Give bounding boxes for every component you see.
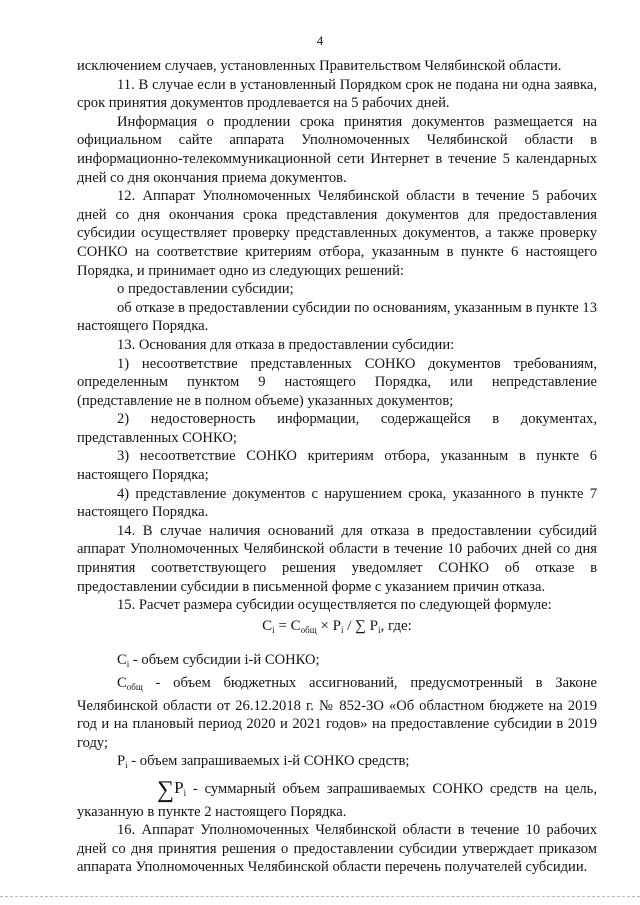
paragraph: 4) представление документов с нарушением срока, указанного в пункте 7 настоящего Порядка.: [77, 485, 597, 521]
paragraph: исключением случаев, установленных Правительством Челябинской области.: [77, 58, 562, 74]
page-number: 4: [316, 33, 324, 48]
paragraph: 3) несоответствие СОНКО критериям отбора, указанным в пункте 6 настоящего Порядка;: [77, 448, 597, 484]
paragraph: 1) несоответствие представленных СОНКО документов требованиям, определенным пунктом 9 настоящего Порядка, или непредставление (представление не в полном объеме) указанных документов;: [77, 355, 597, 409]
sigma-symbol: ∑: [157, 776, 175, 803]
paragraph: 11. В случае если в установленный Порядком срок не подана ни одна заявка, срок принятия документов продлевается на 5 рабочих дней.: [77, 76, 597, 112]
definition-ci: $C_i$ - объем субсидии i-й СОНКО;: [117, 652, 320, 670]
paragraph: 13. Основания для отказа в предоставлении субсидии:: [117, 336, 455, 353]
paragraph: 12. Аппарат Уполномоченных Челябинской области в течение 5 рабочих дней со дня окончания срока представления документов для предоставления субсидии осуществляет проверку представленных документов, а также проверку СОНКО на соответствие критериям отбора, указанным в пункте 6 настоящего Порядка, и принимает одно из следующих решений:: [77, 188, 597, 279]
document-body: [77, 57, 597, 877]
subsidy-formula: $C_i = C_{общ} \times P_i$ / ∑ $P_i$, где:: [262, 617, 412, 635]
definition-pi: $P_i$ - объем запрашиваемых i-й СОНКО средств;: [117, 753, 410, 771]
definition-sum: $\sum P_i$ - суммарный объем запрашиваемых СОНКО средств на цель, указанную в пункте 2 настоящего Порядка.: [77, 776, 597, 820]
paragraph: 14. В случае наличия оснований для отказа в предоставлении субсидий аппарат Уполномоченных Челябинской области в течение 10 рабочих дней со дня принятия соответствующего решения уведомляет СОНКО об отказе в предоставлении субсидии в письменной форме с указанием причин отказа.: [77, 522, 597, 595]
page-bottom-divider: [0, 896, 640, 898]
paragraph: об отказе в предоставлении субсидии по основаниям, указанным в пункте 13 настоящего Порядка.: [77, 299, 597, 335]
paragraph: 15. Расчет размера субсидии осуществляется по следующей формуле:: [117, 597, 552, 614]
definition-ctotal: $C_{общ}$ - объем бюджетных ассигнований, предусмотренный в Законе Челябинской области от 26.12.2018 г. № 852-ЗО «Об областном бюджете на 2019 год и на плановый период 2020 и 2021 годов» на предоставление субсидии в 2019 году;: [77, 675, 597, 751]
paragraph: 2) недостоверность информации, содержащейся в документах, представленных СОНКО;: [77, 411, 597, 446]
paragraph: о предоставлении субсидии;: [117, 281, 294, 298]
paragraph: 16. Аппарат Уполномоченных Челябинской области в течение 10 рабочих дней со дня принятия решения о предоставлении субсидии утверждает приказом аппарата Уполномоченных Челябинской области перечень получателей субсидии.: [77, 822, 597, 876]
paragraph: Информация о продлении срока принятия документов размещается на официальном сайте аппарата Уполномоченных Челябинской области в информационно-телекоммуникационной сети Интернет в течение 5 календарных дней со дня окончания приема документов.: [77, 113, 597, 186]
